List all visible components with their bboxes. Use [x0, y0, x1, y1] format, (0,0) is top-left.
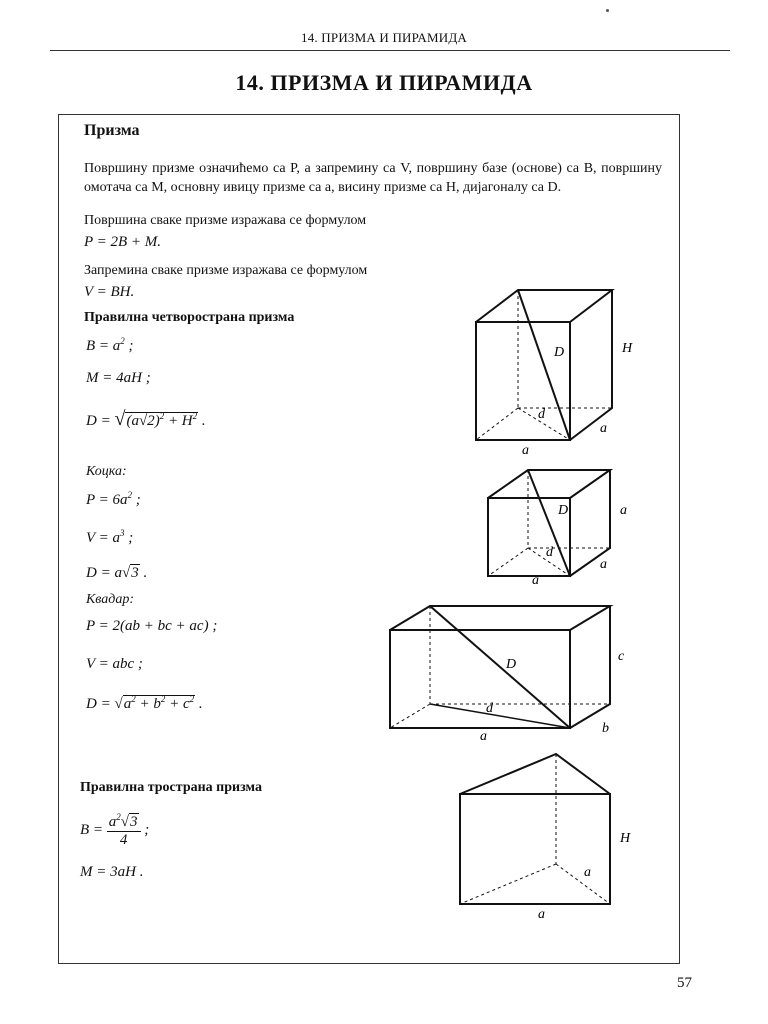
- label-d: d: [538, 407, 545, 422]
- cube-volume-formula: $V = a^3$ ;: [86, 528, 134, 546]
- label-D: D: [506, 657, 517, 672]
- square-prism-diagonal-formula: $D = √(a√2)^2 + H^2$ .: [86, 408, 206, 430]
- label-D: D: [554, 345, 565, 360]
- running-head: 14. ПРИЗМА И ПИРАМИДА: [301, 30, 467, 45]
- cuboid-surface-formula: P = 2(ab + bc + ac) ;: [86, 618, 218, 634]
- surface-formula: P = 2B + M.: [84, 234, 162, 250]
- figure-cuboid: [380, 598, 640, 748]
- figure-square-prism: [460, 280, 660, 460]
- chapter-title: 14. ПРИЗМА И ПИРАМИДА: [235, 70, 533, 95]
- volume-formula: V = BH.: [84, 284, 135, 300]
- volume-text: Запремина сваке призме изражава се формулом: [84, 263, 368, 278]
- surface-text: Површина сваке призме изражава се формулом: [84, 213, 367, 228]
- label-a-bottom: a: [522, 443, 529, 458]
- section-heading-prism: Призма: [84, 122, 140, 139]
- label-a-right: a: [600, 557, 607, 572]
- figure-triangular-prism: [450, 748, 650, 923]
- heading-cuboid: Квадар:: [86, 592, 135, 607]
- header-rule: [50, 50, 730, 51]
- label-a-right: a: [600, 421, 607, 436]
- label-D: D: [558, 503, 569, 518]
- label-a-right: a: [584, 865, 591, 880]
- cube-diagonal-formula: D = a√3 .: [86, 565, 148, 581]
- heading-cube: Коцка:: [86, 464, 127, 479]
- label-a-side: a: [620, 503, 627, 518]
- label-d: d: [486, 701, 493, 716]
- label-H: H: [622, 341, 633, 356]
- figure-cube: [470, 462, 650, 587]
- heading-triangular-prism: Правилна тространа призма: [80, 780, 262, 795]
- page-number: 57: [677, 975, 692, 991]
- square-prism-lateral-formula: M = 4aH ;: [86, 370, 151, 386]
- intro-paragraph: Површину призме означићемо са P, а запремину са V, површину базе (основе) са B, површину омотача са M, основну ивицу призме са a, висину призме са H, дијагоналу са D.: [84, 161, 662, 195]
- cuboid-volume-formula: V = abc ;: [86, 656, 143, 672]
- cube-surface-formula: $P = 6a^2$ ;: [86, 490, 141, 508]
- square-prism-base-formula: $B = a^2$ ;: [86, 336, 134, 354]
- label-H: H: [620, 831, 631, 846]
- label-a: a: [480, 729, 487, 744]
- label-a-bottom: a: [532, 573, 539, 587]
- label-b: b: [602, 721, 609, 736]
- triangular-prism-lateral-formula: M = 3aH .: [80, 864, 144, 880]
- label-a-bottom: a: [538, 907, 545, 922]
- label-d: d: [546, 545, 553, 560]
- heading-square-prism: Правилна четворострана призма: [84, 310, 295, 325]
- scan-speck: [606, 9, 609, 12]
- triangular-prism-base-formula: B = $\frac{a^2√3}{4}$ ;: [80, 812, 150, 848]
- label-c: c: [618, 649, 625, 664]
- cuboid-diagonal-formula: $D = √a^2 + b^2 + c^2$ .: [86, 694, 203, 712]
